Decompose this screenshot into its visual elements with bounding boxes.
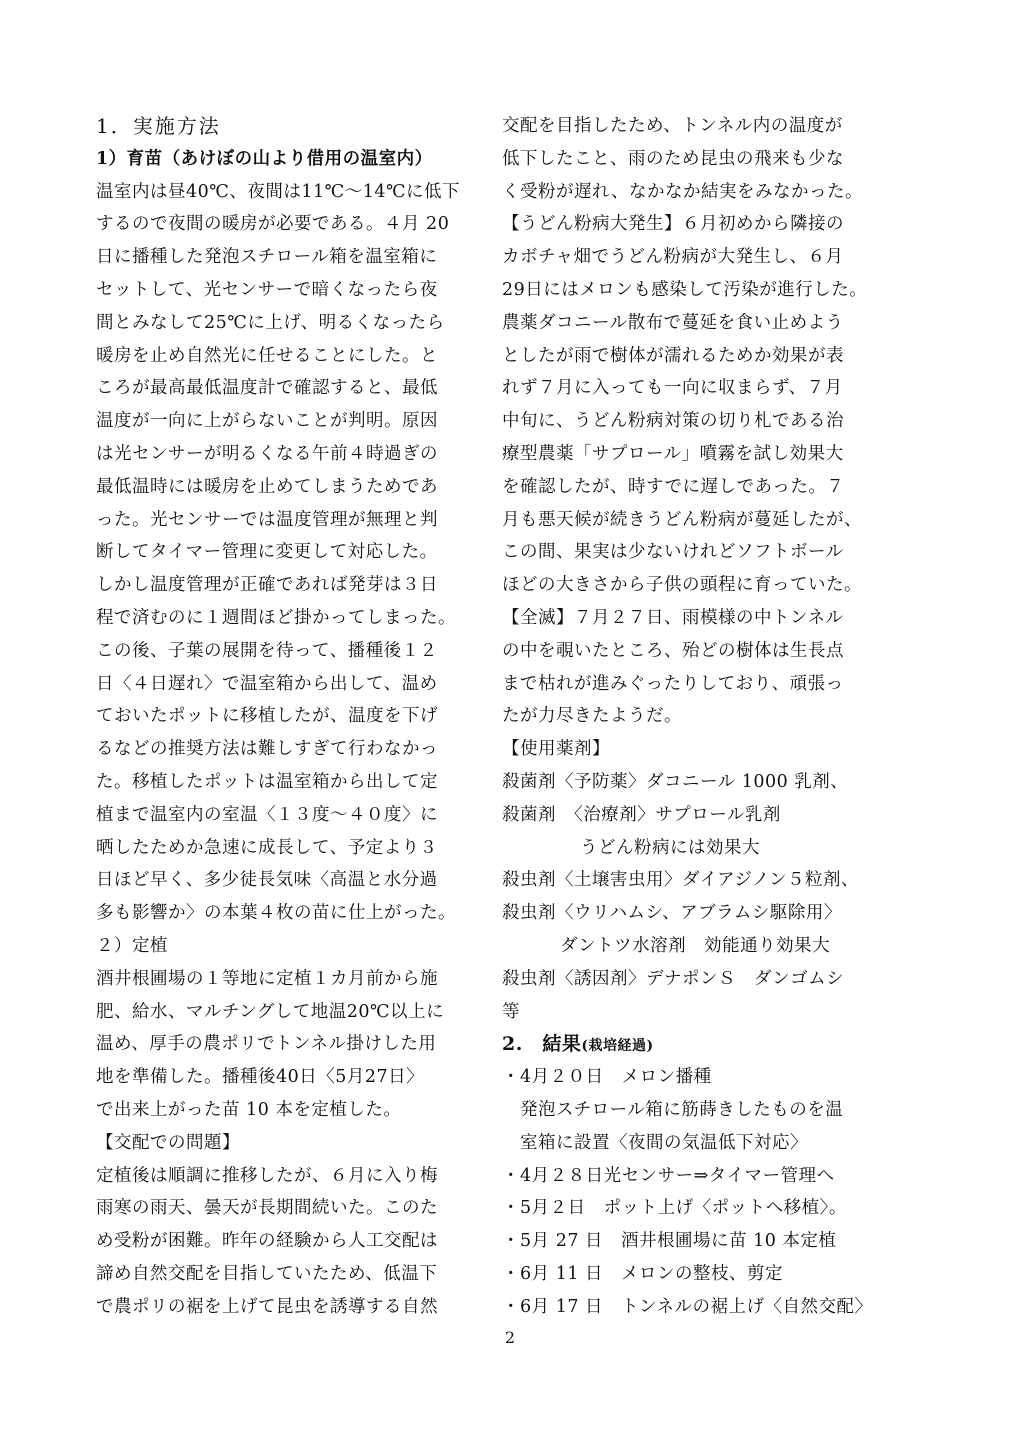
text-line: するので夜間の暖房が必要である。４月 20 [96,214,450,235]
text-line: ころが最高最低温度計で確認すると、最低 [96,378,438,399]
text-line: 療型農薬「サプロール」噴霧を試し効果大 [502,443,844,464]
text-line: め受粉が困難。昨年の経験から人工交配は [96,1231,438,1252]
text-line: を確認したが、時すでに遅しであった。７ [502,476,845,497]
text-line: 日ほど早く、多少徒長気味〈高温と水分過 [96,870,438,891]
results-heading-main: 2. 結果 [502,1033,582,1056]
text-line: 定植後は順調に推移したが、６月に入り梅 [96,1165,438,1186]
results-list [502,1061,886,1323]
text-line: 月も悪天候が続きうどん粉病が蔓延したが、 [502,509,862,530]
chemical-item: 殺虫剤〈ウリハムシ、アブラムシ駆除用〉 [502,903,842,924]
text-line: 多も影響か〉の本葉４枚の苗に仕上がった。 [96,903,456,924]
chemical-item: 等 [502,1001,520,1022]
text-line: 温度が一向に上がらないことが判明。原因 [96,411,438,432]
chemical-item: 殺菌剤〈予防薬〉ダコニール 1000 乳剤、 [502,771,849,792]
text-line: 温室内は昼40℃、夜間は11℃～14℃に低下 [96,181,461,202]
chemical-item: うどん粉病には効果大 [580,837,760,858]
chemical-item: 殺虫剤〈土壌害虫用〉ダイアジノン５粒剤、 [502,870,860,891]
text-line: の中を覗いたところ、殆どの樹体は生長点 [502,640,844,661]
text-line: 間とみなして25℃に上げ、明るくなったら [96,312,445,333]
text-line: この後、子葉の展開を待って、播種後１２ [96,640,438,661]
text-line: れず７月に入っても一向に収まらず、７月 [502,378,843,399]
text-line: るなどの推奨方法は難しすぎて行わなかっ [96,739,438,760]
text-line: 諦め自然交配を目指していたため、低温下 [96,1263,438,1284]
text-line: 程で済むのに１週間ほど掛かってしまった。 [96,607,456,628]
text-line: まで枯れが進みぐったりしており、頑張っ [502,673,844,694]
text-line: セットして、光センサーで暗くなったら夜 [96,279,438,300]
text-line: 雨寒の雨天、曇天が長期間続いた。このた [96,1198,438,1219]
chemical-item: ダントツ水溶剤 効能通り効果大 [560,935,831,956]
text-line: は光センサーが明るくなる午前４時過ぎの [96,443,438,464]
text-line: この間、果実は少ないけれどソフトボール [502,542,844,563]
text-line: 低下したこと、雨のため昆虫の飛来も少な [502,148,844,169]
subheading-seedling: 1）育苗（あけぼの山より借用の温室内） [96,148,433,169]
paragraph-pollination-cont [502,110,886,733]
result-item: 室箱に設置〈夜間の気温低下対応〉 [520,1132,808,1153]
text-line: ほどの大きさから子供の頭程に育っていた。 [502,575,862,596]
text-line: 農薬ダコニール散布で蔓延を食い止めよう [502,312,844,333]
text-line: 肥、給水、マルチングして地温20℃以上に [96,1001,445,1022]
text-line: たが力尽きたようだ。 [502,706,682,727]
result-item: ・4月２０日 メロン播種 [502,1067,712,1088]
left-column [96,110,476,1323]
text-line: 地を準備した。播種後40日〈5月27日〉 [96,1067,425,1088]
subheading-chemicals: 【使用薬剤】 [502,739,610,760]
text-line: 酒井根圃場の１等地に定植１カ月前から施 [96,968,438,989]
paragraph-pollination [96,1160,476,1324]
text-line: 温め、厚手の農ポリでトンネル掛けした用 [96,1034,437,1055]
text-line: 日に播種した発泡スチロール箱を温室箱に [96,247,438,268]
subheading-pollination: 【交配での問題】 [96,1132,240,1153]
text-line: 晒したためか急速に成長して、予定より３ [96,837,438,858]
paragraph-seedling [96,176,476,930]
text-line: 断してタイマー管理に変更して対応した。 [96,542,438,563]
chemicals-list [502,766,886,1028]
result-item: ・5月２日 ポット上げ〈ポットへ移植〉。 [502,1198,847,1219]
text-line: としたが雨で樹体が濡れるためか効果が表 [502,345,844,366]
text-line: った。光センサーでは温度管理が無理と判 [96,509,438,530]
section-heading-results [502,1028,886,1061]
text-line: で出来上がった苗 10 本を定植した。 [96,1099,402,1120]
right-column [502,110,886,1323]
text-line: しかし温度管理が正確であれば発芽は３日 [96,575,438,596]
text-line: 【全滅】７月２７日、雨模様の中トンネル [502,607,844,628]
results-heading-sub: (栽培経過) [581,1038,654,1055]
text-line: 暖房を止め自然光に任せることにした。と [96,345,438,366]
chemical-item: 殺虫剤〈誘因剤〉デナポンＳ ダンゴムシ [502,968,845,989]
paragraph-planting [96,963,476,1127]
text-line: 植まで温室内の室温〈１３度～４０度〉に [96,804,438,825]
subheading-planting: ２）定植 [96,935,168,956]
text-line: 交配を目指したため、トンネル内の温度が [502,116,843,136]
text-line: 中旬に、うどん粉病対策の切り札である治 [502,411,844,432]
chemical-item: 殺菌剤 〈治療剤〉サプロール乳剤 [502,804,781,825]
section-heading-methods: 1．実施方法 [96,114,221,138]
text-line: 【うどん粉病大発生】６月初めから隣接の [502,214,844,235]
text-line: ておいたポットに移植したが、温度を下げ [96,706,438,727]
text-line: 日〈４日遅れ〉で温室箱から出して、温め [96,673,438,694]
page-number: 2 [504,1328,516,1347]
result-item: ・4月２８日光センサー⇒タイマー管理へ [502,1165,835,1186]
text-line: で農ポリの裾を上げて昆虫を誘導する自然 [96,1296,438,1317]
text-line: く受粉が遅れ、なかなか結実をみなかった。 [502,181,864,202]
text-line: た。移植したポットは温室箱から出して定 [96,771,438,792]
text-line: カボチャ畑でうどん粉病が大発生し、６月 [502,247,844,268]
result-item: ・5月 27 日 酒井根圃場に苗 10 本定植 [502,1231,837,1252]
text-line: 最低温時には暖房を止めてしまうためであ [96,476,438,497]
result-item: ・6月 11 日 メロンの整枝、剪定 [502,1263,784,1284]
text-line: 29日にはメロンも感染して汚染が進行した。 [502,279,868,300]
result-item: 発泡スチロール箱に筋蒔きしたものを温 [520,1099,844,1120]
result-item: ・6月 17 日 トンネルの裾上げ〈自然交配〉 [502,1296,873,1317]
